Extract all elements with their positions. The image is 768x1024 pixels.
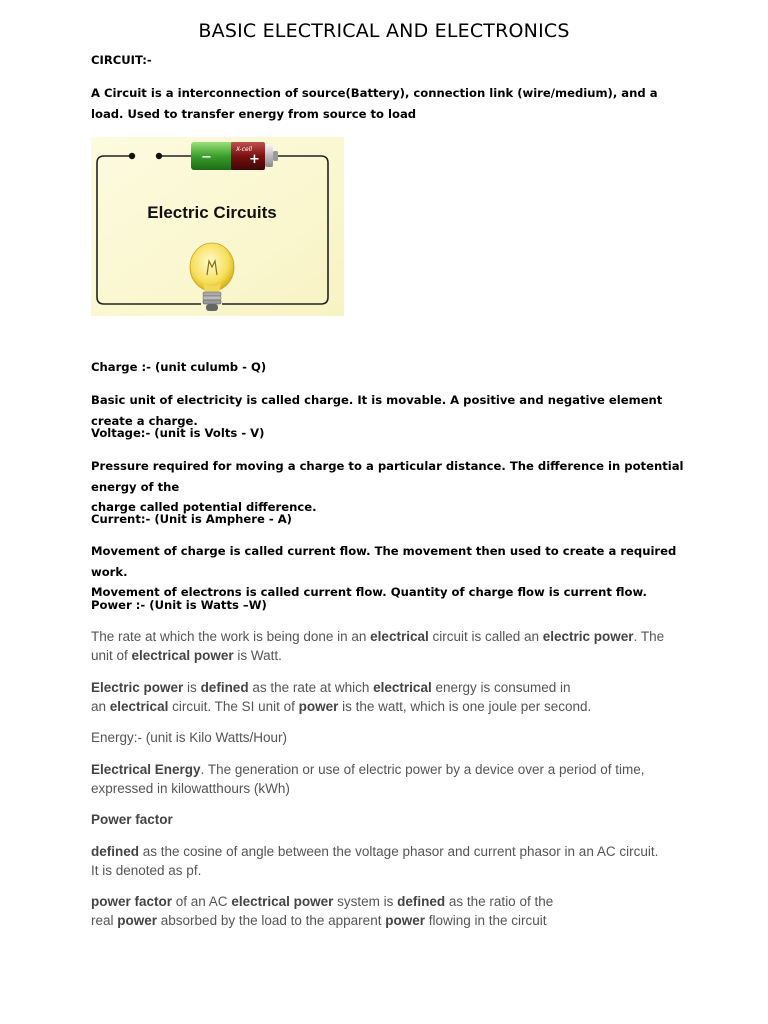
power-paragraph-2: Electric power is defined as the rate at which electrical energy is consumed in an electrical circuit. The SI unit of power is the watt, which is one joule per second. <box>91 680 592 714</box>
power-heading: Power :- (Unit is Watts –W) <box>91 598 267 612</box>
circuit-definition: A Circuit is a interconnection of source(Battery), connection link (wire/medium), and a load. Used to transfer energy from source to load <box>91 86 658 121</box>
power-factor-heading: Power factor <box>91 812 173 827</box>
energy-heading: Energy:- (unit is Kilo Watts/Hour) <box>91 730 288 745</box>
document-title: BASIC ELECTRICAL AND ELECTRONICS <box>198 20 570 42</box>
electric-circuit-figure <box>91 137 344 316</box>
switch-terminal-icon <box>129 153 135 159</box>
charge-definition: Basic unit of electricity is called charge. It is movable. A positive and negative element create a charge. <box>91 393 663 428</box>
energy-paragraph: Electrical Energy. The generation or use of electric power by a device over a period of time, expressed in kilowatthours (kWh) <box>91 762 645 796</box>
switch-terminal-icon <box>156 153 162 159</box>
current-definition-line-2: Movement of electrons is called current flow. Quantity of charge flow is current flow. <box>91 585 647 599</box>
voltage-definition-line-1: Pressure required for moving a charge to a particular distance. The difference in potential energy of the <box>91 459 684 494</box>
figure-caption: Electric Circuits <box>147 203 277 222</box>
current-heading: Current:- (Unit is Amphere - A) <box>91 512 292 526</box>
voltage-heading: Voltage:- (unit is Volts - V) <box>91 426 265 440</box>
power-factor-paragraph-2: power factor of an AC electrical power system is defined as the ratio of the real power absorbed by the load to the apparent power flowing in the circuit <box>91 894 554 928</box>
power-paragraph-1: The rate at which the work is being done in an electrical circuit is called an electric power. The unit of electrical power is Watt. <box>91 629 665 663</box>
voltage-definition-line-2: charge called potential difference. <box>91 500 317 514</box>
current-definition-line-1: Movement of charge is called current flow. The movement then used to create a required work. <box>91 544 677 579</box>
battery-plus-label: + <box>249 152 260 167</box>
battery-minus-label: − <box>201 150 212 165</box>
current-definition <box>91 541 691 603</box>
circuit-heading: CIRCUIT:- <box>91 53 152 67</box>
power-factor-paragraph-1: defined as the cosine of angle between the voltage phasor and current phasor in an AC circuit. It is denoted as pf. <box>91 844 659 878</box>
charge-heading: Charge :- (unit culumb - Q) <box>91 360 267 374</box>
battery-brand-label: X-cell <box>236 146 253 153</box>
battery-icon <box>191 142 278 170</box>
